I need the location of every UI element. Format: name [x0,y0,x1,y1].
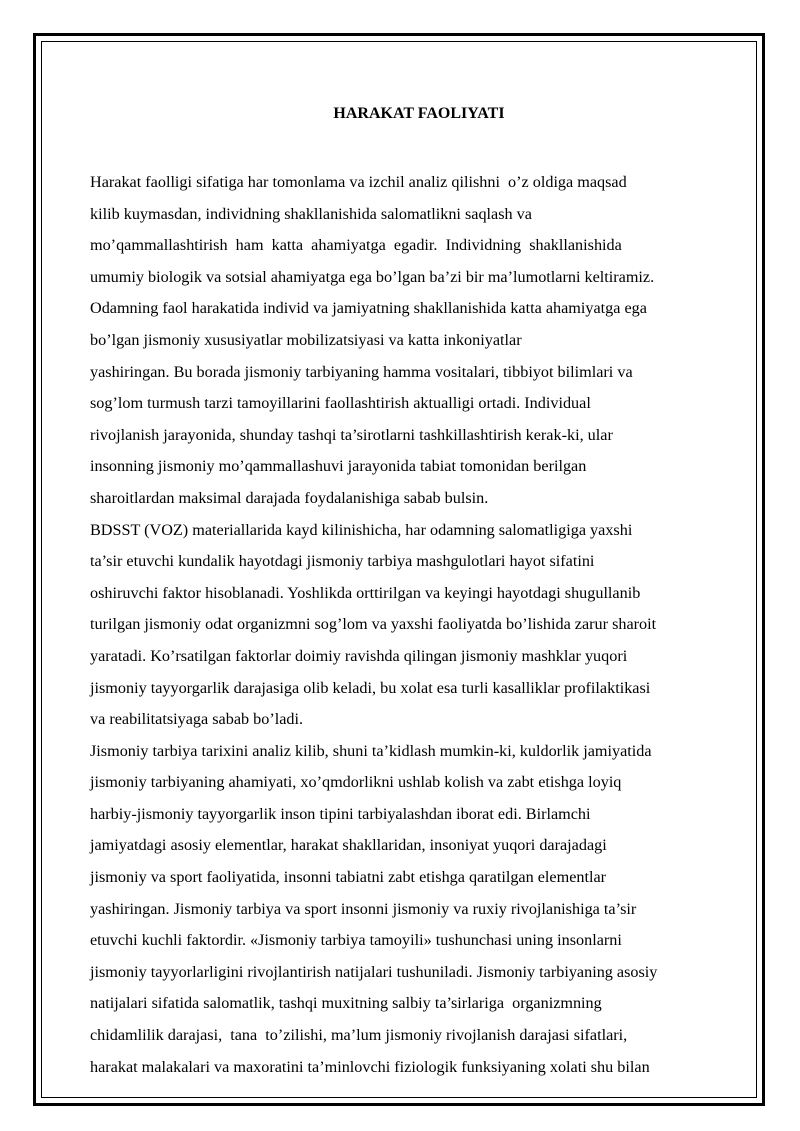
text-line: kilib kuymasdan, individning shakllanishida salomatlikni saqlash va [90,204,532,223]
text-line: umumiy biologik va sotsial ahamiyatga ega bo’lgan ba’zi bir ma’lumotlarni keltiramiz. [90,267,655,286]
text-line: jismoniy tarbiyaning ahamiyati, xo’qmdorlikni ushlab kolish va zabt etishga loyiq [90,773,622,792]
text-line: jismoniy tayyorlarligini rivojlantirish natijalari tushuniladi. Jismoniy tarbiyaning asosiy [90,962,658,981]
text-line: insonning jismoniy mo’qammallashuvi jarayonida tabiat tomonidan berilgan [90,457,587,476]
text-line: jamiyatdagi asosiy elementlar, harakat shakllaridan, insoniyat yuqori darajadagi [90,836,607,855]
text-line: sog’lom turmush tarzi tamoyillarini faollashtirish aktualligi ortadi. Individual [90,394,591,413]
text-line: Harakat faolligi sifatiga har tomonlama va izchil analiz qilishni o’z oldiga maqsad [90,173,627,191]
text-line: ta’sir etuvchi kundalik hayotdagi jismoniy tarbiya mashgulotlari hayot sifatini [90,552,595,571]
text-line: mo’qammallashtirish ham katta ahamiyatga egadir. Individning shakllanishida [90,236,622,255]
text-line: jismoniy tayyorgarlik darajasiga olib keladi, bu xolat esa turli kasalliklar profilaktikasi [90,678,651,697]
text-line: BDSST (VOZ) materiallarida kayd kilinishicha, har odamning salomatligiga yaxshi [90,520,633,539]
text-line: Odamning faol harakatida individ va jamiyatning shakllanishida katta ahamiyatga ega [90,299,647,318]
text-line: bo’lgan jismoniy xususiyatlar mobilizatsiyasi va katta inkoniyatlar [90,330,522,349]
text-line: chidamlilik darajasi, tana to’zilishi, ma’lum jismoniy rivojlanish darajasi sifatlari, [90,1026,628,1045]
text-line: yashiringan. Bu borada jismoniy tarbiyaning hamma vositalari, tibbiyot bilimlari va [90,362,633,381]
text-line: turilgan jismoniy odat organizmni sog’lom va yaxshi faoliyatda bo’lishida zarur sharoit [90,615,657,634]
text-line: Jismoniy tarbiya tarixini analiz kilib, shuni ta’kidlash mumkin-ki, kuldorlik jamiyatida [90,741,652,760]
text-line: yaratadi. Ko’rsatilgan faktorlar doimiy ravishda qilingan jismoniy mashklar yuqori [90,646,628,665]
text-line: oshiruvchi faktor hisoblanadi. Yoshlikda orttirilgan va keyingi hayotdagi shugullanib [90,583,641,602]
text-line: harbiy-jismoniy tayyorgarlik inson tipini tarbiyalashdan iborat edi. Birlamchi [90,804,591,823]
text-line: harakat malakalari va maxoratini ta’minlovchi fiziologik funksiyaning xolati shu bilan [90,1057,650,1076]
text-line: rivojlanish jarayonida, shunday tashqi ta’sirotlarni tashkillashtirish kerak-ki, ular [90,425,613,444]
text-line: natijalari sifatida salomatlik, tashqi muxitning salbiy ta’sirlariga organizmning [90,994,602,1013]
document-title: HARAKAT FAOLIYATI [333,105,505,122]
text-line: yashiringan. Jismoniy tarbiya va sport insonni jismoniy va ruxiy rivojlanishiga ta’sir [90,899,637,918]
text-line: jismoniy va sport faoliyatida, insonni tabiatni zabt etishga qaratilgan elementlar [90,868,607,887]
text-line: etuvchi kuchli faktordir. «Jismoniy tarbiya tamoyili» tushunchasi uning insonlarni [90,931,622,950]
document-body [90,167,762,1083]
text-line: sharoitlardan maksimal darajada foydalanishiga sabab bulsin. [90,488,489,507]
text-line: va reabilitatsiyaga sabab bo’ladi. [90,710,304,729]
